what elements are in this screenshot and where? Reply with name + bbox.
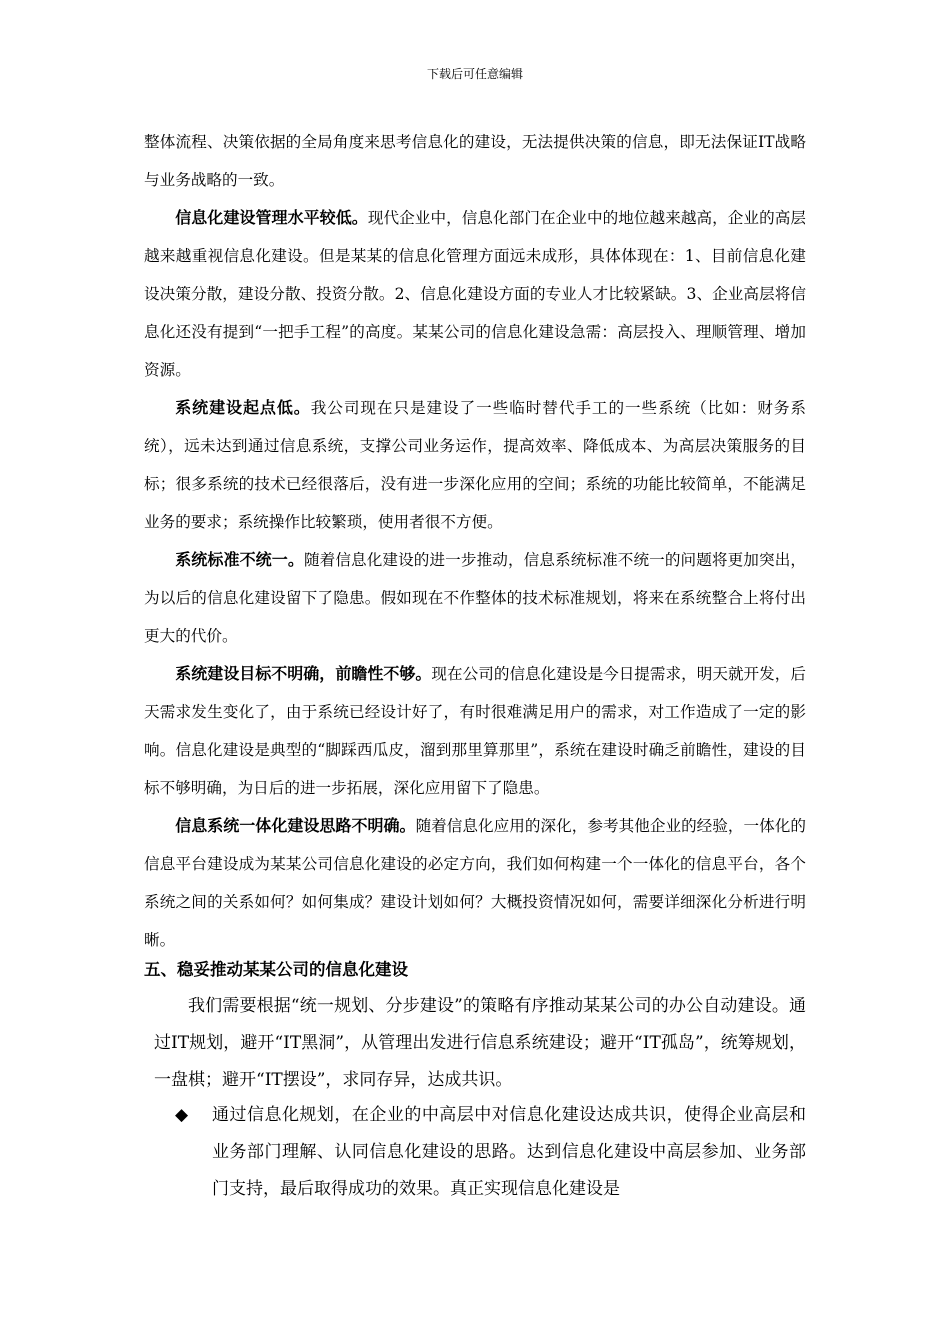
paragraph-lead: 信息系统一体化建设思路不明确。 [175,816,416,835]
paragraph-text: 随着信息化建设的进一步推动，信息系统标准不统一的问题将更加突出，为以后的信息化建设留下了隐患。假如现在不作整体的技术标准规划，将来在系统整合上将付出更大的代价。 [144,551,806,645]
paragraph-management-level [144,199,806,389]
section-intro: 我们需要根据“统一规划、分步建设”的策略有序推动某某公司的办公自动建设。通过IT规划，避开“IT黑洞”，从管理出发进行信息系统建设；避开“IT孤岛”，统筹规划，一盘棋；避开“IT摆设”，求同存异，达成共识。 [154,996,806,1090]
paragraph-text: 我公司现在只是建设了一些临时替代手工的一些系统（比如：财务系统），远未达到通过信息系统，支撑公司业务运作，提高效率、降低成本、为高层决策服务的目标；很多系统的技术已经很落后，没有进一步深化应用的空间；系统的功能比较简单，不能满足业务的要求；系统操作比较繁琐，使用者很不方便。 [144,399,806,531]
paragraph-text: 现在公司的信息化建设是今日提需求，明天就开发，后天需求发生变化了，由于系统已经设计好了，有时很难满足用户的需求，对工作造成了一定的影响。信息化建设是典型的“脚踩西瓜皮，溜到那里算那里”，系统在建设时确乏前瞻性，建设的目标不够明确，为日后的进一步拓展，深化应用留下了隐患。 [144,665,806,797]
paragraph-text: 整体流程、决策依据的全局角度来思考信息化的建设，无法提供决策的信息，即无法保证IT战略与业务战略的一致。 [144,133,806,189]
paragraph-lead: 系统建设目标不明确，前瞻性不够。 [175,664,432,683]
paragraph-lead: 系统标准不统一。 [175,550,304,569]
paragraph-continuation [144,123,806,199]
diamond-bullet-icon: ◆ [175,1105,189,1125]
bullet-text: 通过信息化规划，在企业的中高层中对信息化建设达成共识，使得企业高层和业务部门理解、认同信息化建设的思路。达到信息化建设中高层参加、业务部门支持，最后取得成功的效果。真正实现信息化建设是 [212,1105,806,1199]
paragraph-text: 现代企业中，信息化部门在企业中的地位越来越高，企业的高层越来越重视信息化建设。但是某某的信息化管理方面远未成形，具体体现在：1、目前信息化建设决策分散，建设分散、投资分散。2、信息化建设方面的专业人才比较紧缺。3、企业高层将信息化还没有提到“一把手工程”的高度。某某公司的信息化建设急需：高层投入、理顺管理、增加资源。 [144,209,806,379]
page-header: 下载后可任意编辑 [426,67,523,81]
paragraph-unclear-goals [144,655,806,807]
body-text [144,123,806,959]
section-heading: 五、稳妥推动某某公司的信息化建设 [144,960,408,979]
paragraph-integration [144,807,806,959]
paragraph-text: 随着信息化应用的深化，参考其他企业的经验，一体化的信息平台建设成为某某公司信息化建设的必定方向，我们如何构建一个一体化的信息平台，各个系统之间的关系如何？如何集成？建设计划如何？大概投资情况如何，需要详细深化分析进行明晰。 [144,817,806,949]
paragraph-lead: 系统建设起点低。 [175,398,311,417]
paragraph-standards [144,541,806,655]
paragraph-low-starting-point [144,389,806,541]
paragraph-lead: 信息化建设管理水平较低。 [175,208,368,227]
